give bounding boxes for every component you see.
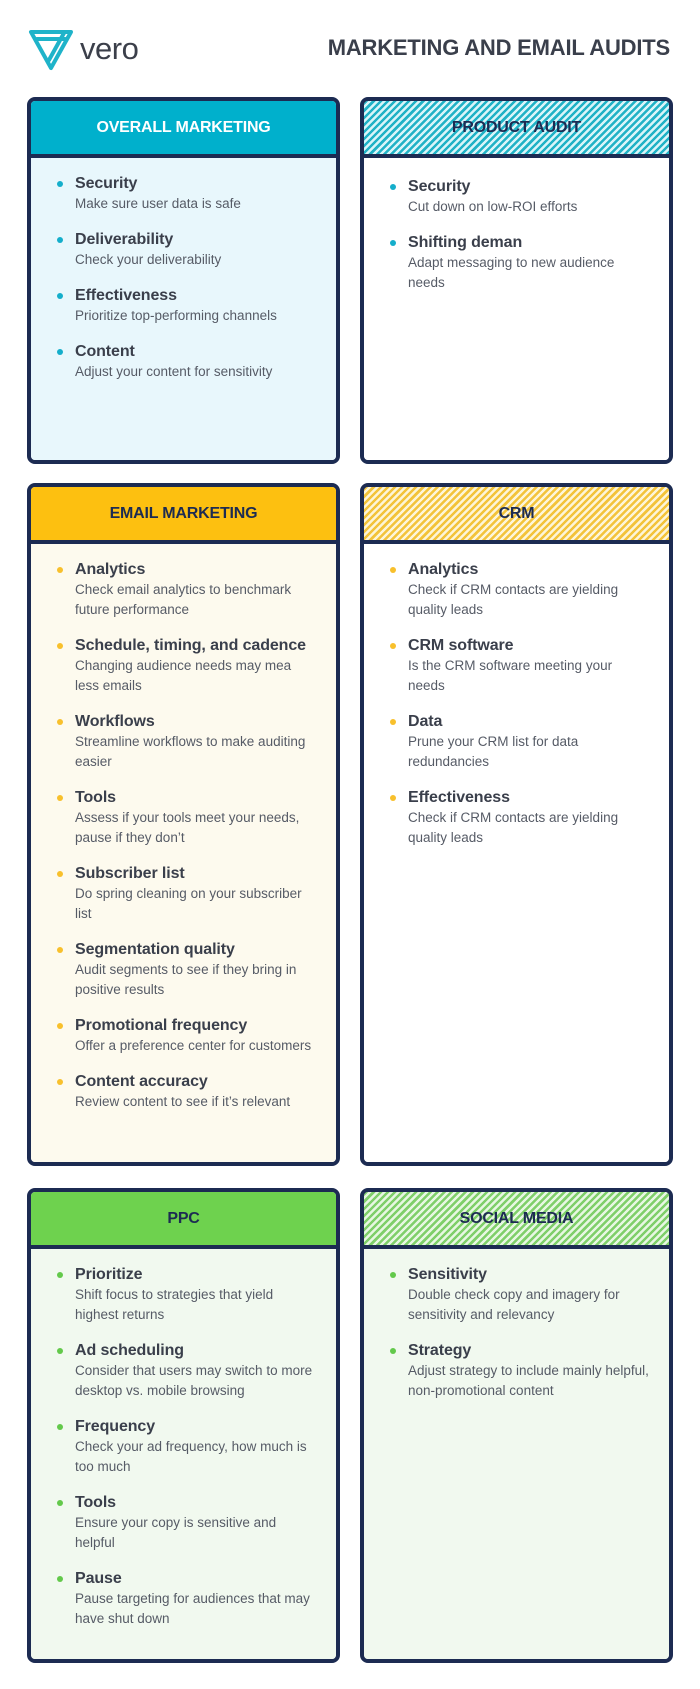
card-header <box>31 487 336 544</box>
list-item <box>390 560 649 620</box>
item-desc: Prioritize top-performing channels <box>75 308 277 323</box>
vero-triangle-logo-icon <box>28 28 74 72</box>
list-item <box>57 864 316 924</box>
card-body <box>31 158 336 460</box>
bullet-icon <box>57 1079 63 1085</box>
item-title: Content accuracy <box>75 1073 208 1090</box>
bullet-icon <box>390 240 396 246</box>
item-desc: Is the CRM software meeting your needs <box>408 658 613 693</box>
list-item <box>57 230 316 270</box>
bullet-icon <box>57 795 63 801</box>
item-desc: Check if CRM contacts are yielding quality leads <box>408 582 619 617</box>
page-title: MARKETING AND EMAIL AUDITS <box>327 35 670 60</box>
item-title: Frequency <box>75 1418 156 1435</box>
item-desc: Pause targeting for audiences that may have shut down <box>75 1591 310 1626</box>
card-title: SOCIAL MEDIA <box>459 1209 574 1227</box>
item-title: Data <box>408 713 443 730</box>
card-header <box>364 1192 669 1249</box>
list-item <box>57 174 316 214</box>
item-desc: Changing audience needs may mea less emails <box>75 658 292 693</box>
card-email-marketing <box>27 483 340 1166</box>
bullet-icon <box>390 184 396 190</box>
list-item <box>57 940 316 1000</box>
list-item <box>57 1493 316 1553</box>
item-title: Sensitivity <box>408 1266 487 1283</box>
card-body <box>364 544 669 1162</box>
bullet-icon <box>390 643 396 649</box>
card-product-audit <box>360 97 673 464</box>
list-item <box>57 1016 316 1056</box>
card-header <box>364 101 669 158</box>
item-desc: Adapt messaging to new audience needs <box>408 255 615 290</box>
bullet-icon <box>57 1348 63 1354</box>
list-item <box>57 712 316 772</box>
item-title: Tools <box>75 1494 116 1511</box>
list-item <box>57 1341 316 1401</box>
item-desc: Offer a preference center for customers <box>75 1038 312 1053</box>
bullet-icon <box>390 1272 396 1278</box>
item-title: Promotional frequency <box>75 1017 248 1034</box>
card-body <box>31 544 336 1162</box>
card-title: PPC <box>167 1209 200 1227</box>
item-title: Ad scheduling <box>75 1342 184 1359</box>
item-desc: Shift focus to strategies that yield highest returns <box>75 1287 274 1322</box>
item-title: Shifting deman <box>408 234 523 251</box>
card-header <box>31 101 336 158</box>
item-title: Analytics <box>75 561 146 578</box>
card-title: OVERALL MARKETING <box>96 118 271 136</box>
item-title: Strategy <box>408 1342 472 1359</box>
list-item <box>390 233 649 293</box>
list-item <box>390 177 649 217</box>
bullet-icon <box>57 1023 63 1029</box>
bullet-icon <box>390 567 396 573</box>
item-title: Analytics <box>408 561 479 578</box>
item-title: CRM software <box>408 637 514 654</box>
bullet-icon <box>57 643 63 649</box>
list-item <box>57 342 316 382</box>
item-desc: Consider that users may switch to more desktop vs. mobile browsing <box>75 1363 313 1398</box>
list-item <box>390 1341 649 1401</box>
item-desc: Check if CRM contacts are yielding quality leads <box>408 810 619 845</box>
bullet-icon <box>57 1424 63 1430</box>
item-desc: Check your deliverability <box>75 252 222 267</box>
item-desc: Review content to see if it’s relevant <box>75 1094 291 1109</box>
bullet-icon <box>57 567 63 573</box>
list-item <box>390 712 649 772</box>
item-desc: Streamline workflows to make auditing easier <box>75 734 306 769</box>
list-item <box>390 788 649 848</box>
card-title: CRM <box>498 504 535 522</box>
bullet-icon <box>57 1576 63 1582</box>
bullet-icon <box>390 795 396 801</box>
card-header <box>364 487 669 544</box>
item-desc: Audit segments to see if they bring in positive results <box>75 962 297 997</box>
item-desc: Prune your CRM list for data redundancies <box>408 734 579 769</box>
list-item <box>57 560 316 620</box>
card-title: PRODUCT AUDIT <box>451 118 582 136</box>
card-body <box>31 1249 336 1659</box>
list-item <box>390 636 649 696</box>
item-title: Effectiveness <box>75 287 177 304</box>
bullet-icon <box>57 349 63 355</box>
item-title: Security <box>408 178 471 195</box>
item-title: Content <box>75 343 135 360</box>
bullet-icon <box>57 947 63 953</box>
item-title: Tools <box>75 789 116 806</box>
item-desc: Adjust strategy to include mainly helpful, non-promotional content <box>408 1363 649 1398</box>
list-item <box>57 788 316 848</box>
card-crm <box>360 483 673 1166</box>
item-title: Security <box>75 175 138 192</box>
item-title: Effectiveness <box>408 789 510 806</box>
item-desc: Adjust your content for sensitivity <box>75 364 273 379</box>
card-title: EMAIL MARKETING <box>109 504 258 522</box>
card-ppc <box>27 1188 340 1663</box>
brand-logo <box>28 28 138 72</box>
item-desc: Ensure your copy is sensitive and helpful <box>75 1515 277 1550</box>
item-title: Pause <box>75 1570 122 1587</box>
item-desc: Cut down on low-ROI efforts <box>408 199 578 214</box>
brand-name: vero <box>80 30 139 66</box>
list-item <box>57 1072 316 1112</box>
item-desc: Double check copy and imagery for sensitivity and relevancy <box>408 1287 620 1322</box>
card-overall-marketing <box>27 97 340 464</box>
bullet-icon <box>390 719 396 725</box>
item-title: Deliverability <box>75 231 174 248</box>
bullet-icon <box>57 1500 63 1506</box>
bullet-icon <box>390 1348 396 1354</box>
item-title: Schedule, timing, and cadence <box>75 637 306 654</box>
bullet-icon <box>57 181 63 187</box>
item-title: Subscriber list <box>75 865 185 882</box>
card-header <box>31 1192 336 1249</box>
bullet-icon <box>57 1272 63 1278</box>
list-item <box>57 286 316 326</box>
list-item <box>57 1265 316 1325</box>
card-body <box>364 1249 669 1659</box>
bullet-icon <box>57 871 63 877</box>
item-title: Prioritize <box>75 1266 143 1283</box>
item-title: Workflows <box>75 713 155 730</box>
card-body <box>364 158 669 460</box>
item-desc: Check your ad frequency, how much is too much <box>75 1439 307 1474</box>
bullet-icon <box>57 719 63 725</box>
bullet-icon <box>57 293 63 299</box>
item-desc: Check email analytics to benchmark future performance <box>75 582 292 617</box>
list-item <box>57 1417 316 1477</box>
item-desc: Make sure user data is safe <box>75 196 241 211</box>
list-item <box>57 1569 316 1629</box>
card-social-media <box>360 1188 673 1663</box>
item-desc: Assess if your tools meet your needs, pause if they don’t <box>75 810 300 845</box>
item-desc: Do spring cleaning on your subscriber list <box>75 886 302 921</box>
item-title: Segmentation quality <box>75 941 235 958</box>
bullet-icon <box>57 237 63 243</box>
list-item <box>390 1265 649 1325</box>
list-item <box>57 636 316 696</box>
